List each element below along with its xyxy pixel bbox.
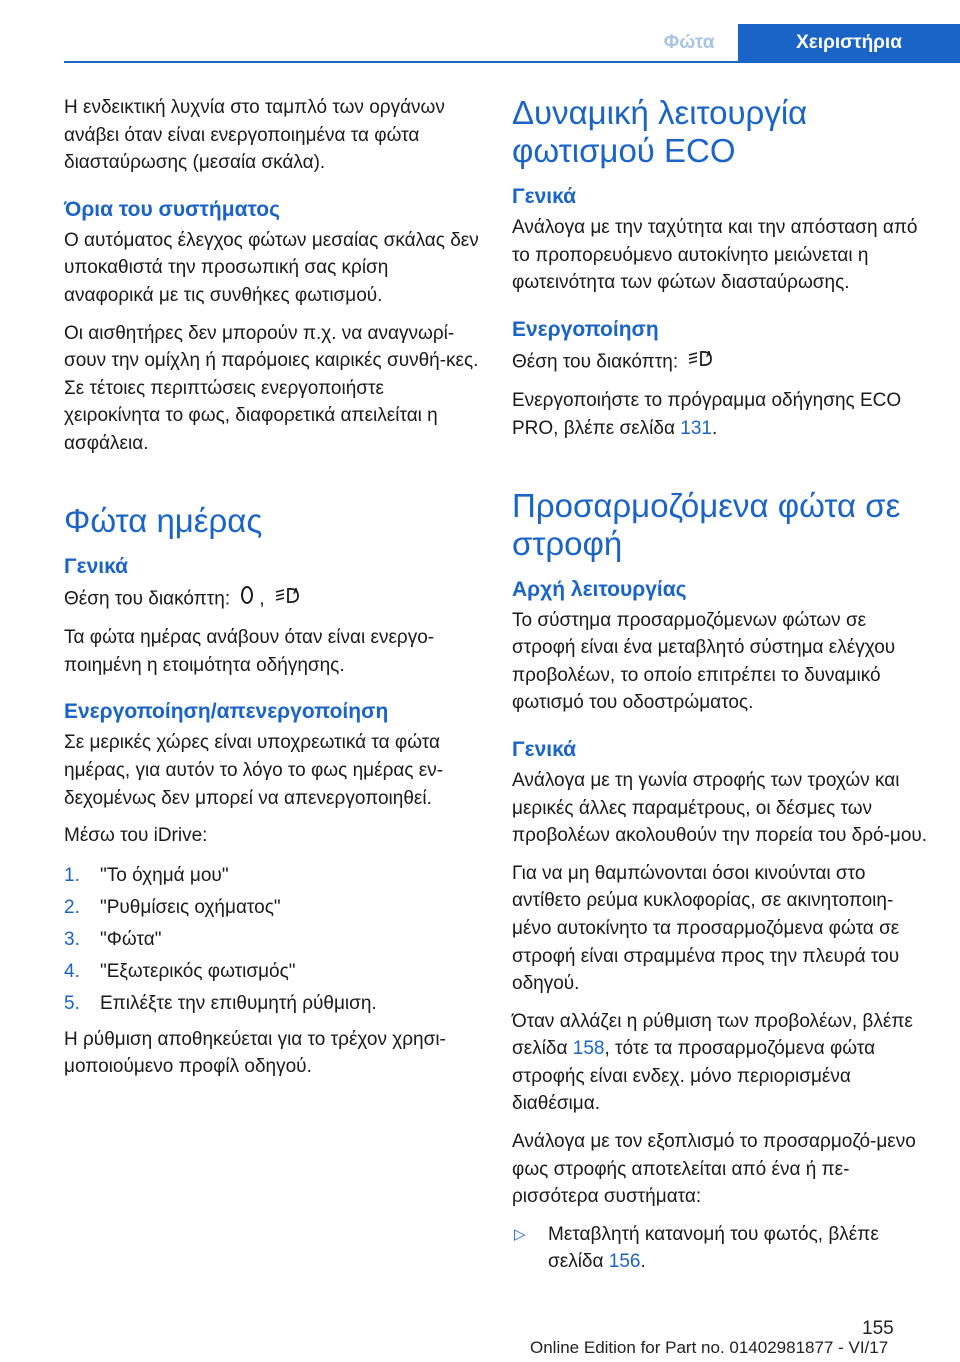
principle-paragraph: Το σύστημα προσαρμοζόμενων φώτων σε στροφή είναι ένα μεταβλητό σύστημα ελέγχου προβολέων, το οποίο επιτρέπει το δυναμικό φωτισμό του οδοστρώματος. — [512, 609, 896, 714]
intro-paragraph: Η ενδεικτική λυχνία στο ταμπλό των οργάνων ανάβει όταν είναι ενεργοποιημένα τα φώτα διασταύρωσης (μεσαία σκάλα). — [64, 97, 445, 174]
general2-text-end: , τότε τα προσαρμοζόμενα φώτα στροφής είναι ενδεχ. μόνο περιορισμένα διαθέσιμα. — [512, 1038, 876, 1115]
header-chapter-tab: Χειριστήρια — [738, 24, 960, 61]
general2-paragraph-3 — [512, 1008, 932, 1118]
step-text: "Φώτα" — [100, 928, 162, 950]
saved-paragraph: Η ρύθμιση αποθηκεύεται για το τρέχον χρησι‐μοποιούμενο προφίλ οδηγού. — [64, 1028, 446, 1078]
left-column — [64, 94, 479, 1091]
auto-light-icon — [274, 584, 304, 615]
eco-switch-position — [512, 347, 932, 378]
switch-position-0-icon — [239, 584, 255, 615]
list-item — [64, 892, 479, 924]
adaptive-title: Προσαρμοζόμενα φώτα σε στροφή — [512, 486, 901, 562]
eco-title: Δυναμική λειτουργία φωτισμού ECO — [512, 94, 808, 169]
header-rule — [64, 61, 960, 63]
day-switch-position — [64, 584, 479, 615]
general2-paragraph-2: Για να μη θαμπώνονται όσοι κινούνται στο αντίθετο ρεύμα κυκλοφορίας, σε ακινητοποιη‐μένο αυτοκίνητο τα προσαρμοζόμενα φώτα σε στροφή είναι στραμμένα προς την πλευρά του οδηγού. — [512, 862, 900, 995]
onoff-heading: Ενεργοποίηση/απενεργοποίηση — [64, 700, 389, 724]
step-text: "Εξωτερικός φωτισμός" — [100, 960, 296, 982]
eco-general-heading: Γενικά — [512, 185, 577, 208]
idrive-steps-list — [64, 860, 479, 1020]
limits-paragraph-1: Ο αυτόματος έλεγχος φώτων μεσαίας σκάλας δεν υποκαθιστά την προσωπική σας κρίση αναφορικά με τις συνθήκες φωτισμού. — [64, 229, 479, 306]
step-number: 3. — [64, 928, 80, 950]
bullet-text-end: . — [640, 1251, 646, 1273]
svg-text:A: A — [292, 586, 299, 596]
auto-light-icon — [687, 347, 717, 378]
triangle-bullet-icon: ▷ — [514, 1225, 526, 1243]
limits-paragraph-2: Οι αισθητήρες δεν μπορούν π.χ. να αναγνωρί‐σουν την ομίχλη ή παρόμοιες καιρικές συνθή‐κες. Σε τέτοιες περιπτώσεις ενεργοποιήστε χειροκίνητα το φως, διαφορετικά απειλείται η ασφάλεια. — [64, 322, 479, 454]
switch-position-label: Θέση του διακόπτη: — [512, 351, 679, 373]
bullet-text: Μεταβλητή κατανομή του φωτός, βλέπε σελίδα — [548, 1223, 879, 1273]
day-paragraph: Τα φώτα ημέρας ανάβουν όταν είναι ενεργο‐ποιημένη η ετοιμότητα οδήγησης. — [64, 627, 435, 676]
list-item — [512, 1221, 932, 1276]
systems-list — [512, 1221, 932, 1276]
step-number: 4. — [64, 960, 80, 982]
principle-heading: Αρχή λειτουργίας — [512, 577, 687, 601]
list-item — [64, 988, 479, 1020]
switch-position-label: Θέση του διακόπτη: — [64, 587, 231, 609]
general2-heading: Γενικά — [512, 737, 577, 761]
step-number: 1. — [64, 864, 80, 886]
list-item — [64, 860, 479, 892]
limits-heading: Όρια του συστήματος — [64, 197, 281, 221]
list-item — [64, 924, 479, 956]
idrive-label: Μέσω του iDrive: — [64, 825, 208, 847]
day-lights-title: Φώτα ημέρας — [64, 501, 263, 539]
general2-paragraph-1: Ανάλογα με τη γωνία στροφής των τροχών και μερικές άλλες παραμέτρους, οι δέσμες των προβολέων ακολουθούν την πορεία του δρό‐μου. — [512, 769, 928, 847]
activation-text: Ενεργοποιήστε το πρόγραμμα οδήγησης ECO PRO, βλέπε σελίδα — [512, 390, 902, 439]
step-text: "Ρυθμίσεις οχήματος" — [100, 896, 281, 918]
edition-footer: Online Edition for Part no. 01402981877 - VI/17 — [530, 1338, 889, 1357]
page-link-158[interactable]: 158 — [572, 1038, 605, 1060]
switch-separator: , — [259, 587, 265, 609]
general2-paragraph-4: Ανάλογα με τον εξοπλισμό το προσαρμοζό‐μενο φως στροφής αποτελείται από ένα ή πε‐ρισσότερα συστήματα: — [512, 1131, 916, 1208]
right-column — [512, 94, 932, 1276]
list-item — [64, 956, 479, 988]
step-text: "Το όχημά μου" — [100, 864, 229, 886]
general2-text: Όταν αλλάζει η ρύθμιση των προβολέων, βλέπε σελίδα — [512, 1010, 913, 1060]
step-number: 2. — [64, 896, 80, 918]
step-text: Επιλέξτε την επιθυμητή ρύθμιση. — [100, 992, 377, 1014]
page-link-156[interactable]: 156 — [608, 1251, 641, 1273]
header-section-tab: Φώτα — [663, 32, 715, 53]
activation-paragraph — [512, 387, 932, 442]
step-number: 5. — [64, 992, 80, 1014]
eco-paragraph: Ανάλογα με την ταχύτητα και την απόσταση από το προπορευόμενο αυτοκίνητο μειώνεται η φωτεινότητα των φώτων διασταύρωσης. — [512, 217, 918, 294]
svg-text:A: A — [706, 349, 713, 359]
activation-heading: Ενεργοποίηση — [512, 317, 659, 341]
day-general-heading: Γενικά — [64, 554, 129, 578]
onoff-paragraph: Σε μερικές χώρες είναι υποχρεωτικά τα φώτα ημέρας, για αυτόν το λόγο το φως ημέρας εν‐δεχομένως δεν μπορεί να απενεργοποιηθεί. — [64, 732, 444, 809]
activation-text-end: . — [711, 417, 718, 439]
page-number: 155 — [862, 1318, 894, 1339]
page-link-131[interactable]: 131 — [680, 417, 712, 439]
